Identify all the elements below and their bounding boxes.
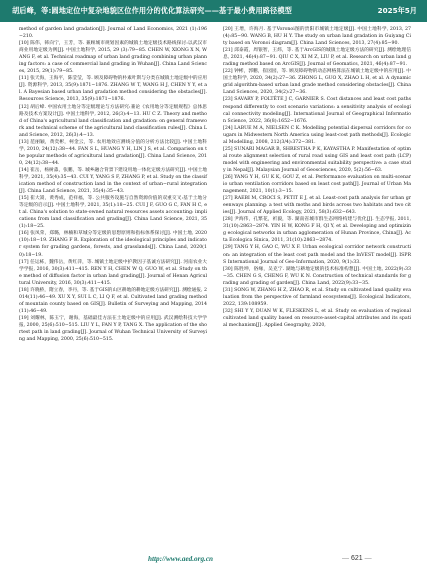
reference-entry: [29] TANG Y H, GAO C, WU X F. Urban ecological corridor network construction: an integration of the least cost path model and the InVEST model[J]. ISPRS International Journal of Geo-Information, 2020, 9(1):33.: [223, 245, 411, 265]
reference-entry: [12] 胡后峰. 中国农用土地分等定级理论与方法研究:兼论《农用地分等定级规程》总体思路及技术方案设计[J]. 中国土地科学, 2012, 26(3):4−13. HU C Z. Theory and method of China's agricultural land classification and gradation: on general framework and technical scheme of the agricultural land classification rules[J]. China Land Science, 2012, 26(3):4−13.: [19, 104, 207, 138]
reference-entry: [19] 刘耀林，陈玉宁，谢海，基础最佳方法在土地定级中的应用[J]. 武汉测绘科技大学学报, 2000, 25(6):510−515. LIU Y L, FAN Y P, TANG X. The application of the shortest path in land grading[J]. Journal of Wuhan Technical University of Surveying and Mapping, 2000, 25(6):510−515.: [19, 315, 207, 343]
reference-entry: [32] SHI Y Y, DUAN W K, FLESKENS L, et al. Study on evaluation of regional cultivated land quality based on resource-asset-capital attributes and its spatial mechanism[J]. Applied Geography, 2020,: [223, 308, 411, 328]
reference-column-right: [223, 26, 411, 329]
reference-entry: [26] YANG Y H, GU K K, GOU Z, et al. Performance evaluation on multi-scenario urban ventilation corridors based on least cost path[J]. Journal of Urban Management, 2021, 10(1):3−15.: [223, 174, 411, 195]
reference-entry: [13] 范丽颖，黄奕彬，柯金云，等. 农用地效应测线分值的分析方法比较[J]. 中国土地科学, 2010, 24(12):38−44. FAN S L, HUANG Y H, LIN J S, et al. Comparison on the popular methods of agricultural land gradation[J]. China Land Science, 2010, 24(12):38−44.: [19, 139, 207, 166]
page-number-value: 621: [350, 555, 363, 562]
issue-date: 2025年5月: [377, 6, 417, 15]
reference-entry: [27] RAEBI M, CROCI S, PETIT E J, et al. Least-cost path analysis for urban greenways planning: a test with moths and birds across two habitats and two cities[J]. Journal of Applied Ecology, 2021, 58(3):632−643.: [223, 196, 411, 216]
reference-entry: [16] 张凤荣，郑璐，林楠和草城分等定级的思想原则和指标体系探讨[J]. 中国土地, 2020(10):18−19. ZHANG F R. Exploration of the ideological principles and indicator system for grading gardens, forests, and grasslands[J]. China Land, 2020(10):18−19.: [19, 231, 207, 258]
reference-entry: [30] 陈胜坤，俗缘，吴克宁. 湖地与耕地定级的技术标准构想[J]. 中国土地, 2022(9):33−35. CHEN G S, CHENG F, WU K N. Construction of technical standards for grading and grading of garden[J]. China Land, 2022(9):33−35.: [223, 266, 411, 286]
reference-entry: method of garden land gradation[J]. Journal of Land Economics, 2021 (1):196−210.: [19, 27, 207, 40]
page-footer: [0, 549, 427, 575]
page-number-dash-left: —: [342, 555, 351, 562]
reference-entry: [25] SUNARI MAGAR B, SHRESTHA P K, KAYASTHA P. Manifestation of optimal route alignment selection of rural road using GIS and least cost path (LCP) model with engineering and environmental suitability perspective: a case study in Nepal[J]. Malaysian Journal of Geosciences, 2020, 5(2):56−63.: [223, 146, 411, 173]
reference-entry: [15] 崔大嵩，黄秀成，范祥福，等. 公共服务设施与自然资源价值的双重交叉:基于土地分等定级的启示[J]. 中国土地科学, 2021, 35(1):18−25. CUI J F, GUO G C, FAN H C, et al. China's solution to state-owned natural resources assets accounting: implications from land classification and grading[J]. China Land Science, 2021, 35(1):18−25.: [19, 196, 207, 230]
journal-url[interactable]: http://www.aed.org.cn: [148, 555, 214, 563]
reference-entry: [20] 王增，许海月. 基于Voronoi图的贵阳市城镇土地定级[J]. 中国土地科学, 2013, 27(4):85−90. WANG B, HU H Y. The study on urban land gradation in Guiyang City based on Voronoi diagram[J]. China Land Sciences, 2013, 27(4):85−90.: [223, 27, 411, 47]
reference-entry: [31] SONG W, ZHANG H Z, ZHAO R, et al. Study on cultivated land quality evaluation from the perspective of farmland ecosystems[J]. Ecological Indicators, 2022, 139:108959.: [223, 287, 411, 307]
reference-entry: [24] LABUE M A, NIELSEN C K. Modelling potential dispersal corridors for cougars in Midwestern North America using least-cost path methods[J]. Ecological Modelling, 2008, 212(3/4):372−381.: [223, 125, 411, 145]
journal-header-bar: [0, 0, 427, 22]
reference-entry: [11] 张天海，王海平，陈莹莹，等. 顾及障碍物的朴素叶斯与分类在城镇土地定级中的应用[J]. 资源科学, 2013, 35(9):1871−1876. ZHANG W T, WANG H J, CHEN Y Y, et al. A Bayesian based urban land gradation method considering the obstacles[J]. Resources Science, 2013, 35(9):1871−1876.: [19, 76, 207, 103]
reference-columns: [19, 26, 411, 546]
page-number: [342, 555, 372, 562]
reference-entry: [10] 陈伟，韩向宁，王芳，等. 兼顾城市规划因素的城镇土地定级技术路线探讨:以武汉市商业用地定级为例[J]. 中国土地科学, 2015, 29 (3):79−85. CHEN W, XIONG X N, WANG F, et al. Technical roadmap of urban land grading combining urban planning factors: a case of commercial land grading in Wuhan[J]. China Land Sciences, 2015, 29(1):79−85.: [19, 41, 207, 75]
reference-entry: [18] 许晓桥，隋立春，李丹，等. 基于GIS的山区耕地的耕地定级方法研究[J]. 测绘通报, 2014(11):46−49. XU X Y, SUI L C, LI Q F, et al. Cultivated land grading method of mountain county based on GIS[J]. Bulletin of Surveying and Mapping, 2014(11):46−49.: [19, 287, 207, 314]
page-number-dash-right: —: [362, 555, 372, 562]
reference-entry: [14] 崔岳，杨树淼，张鹏，等. 城乡融合背景下建设用地一体化定级方法研究[J]. 中国土地科学, 2021, 35(4):35−43. CUI Y, YANG S F, ZHANG P, et al. Study on the classification method of construction land in the context of urban−rural integration[J]. China Land Science, 2021, 35(4):35−43.: [19, 167, 207, 195]
reference-column-left: [19, 26, 207, 343]
reference-entry: [23] SAVARY P, FOLTÊTE J C, GARNIER S. Cost distances and least cost paths respond differently to cost scenario variations: a sensitivity analysis of ecological connectivity modeling[J]. International Journal of Geographical Information Science, 2022, 36(8):1652−1676.: [223, 97, 411, 124]
running-title: 胡后峰，等:圆地定位中复杂地貌区位作用分的优化算法研究——基于最小费用路径模型: [12, 6, 292, 15]
reference-entry: [17] 任运栋，魏伟岳，黄红萍，等. 城镇土地定级中护教因子基诚方法研究[J]. 河南农业大学学报, 2016, 30(3):411−415. REN Y H, CHEN W Q, GUO W, et al. Study on the method of diffusion factor in urban land grading[J]. Journal of Henan Agricultural University, 2016, 30(3):411−415.: [19, 259, 207, 286]
reference-entry: [28] 尹海伟，孔繁花，祈毅，等. 湖南省城市群生态网络构建与优化[J]. 生态学报, 2011, 31(10):2863−2874. YIN H W, KONG F H, QI Y, et al. Developing and optimizing ecological networks in urban agglomeration of Hunan Province, China[J]. Acta Ecologica Sinica, 2011, 31(10):2863−2874.: [223, 217, 411, 244]
reference-entry: [22] 钟彬，郭鹏，崔园园，等. 顾及障碍物的动态网格算法在城镇土地定级中的应用[J]. 中国土地科学, 2020, 34(2):27−36. ZHONG L, GUO X, ZHAO L H, et al. A dynamic grid algorithm-based urban land grade method considering obstacles[J]. China Land Sciences, 2020, 34(2):27−36.: [223, 69, 411, 96]
reference-entry: [21] 邱泰霞，周银智，王炜，等. 基于ArcGIS的城镇土地定级方法的研究[J]. 测绘地理信息, 2021, 46(4):87−91. QIU C X, XI M Z, LIU P, et al. Research on urban land grading method based on ArcGIS[J]. Journal of Geomatics, 2021, 46(4):87−91.: [223, 48, 411, 68]
